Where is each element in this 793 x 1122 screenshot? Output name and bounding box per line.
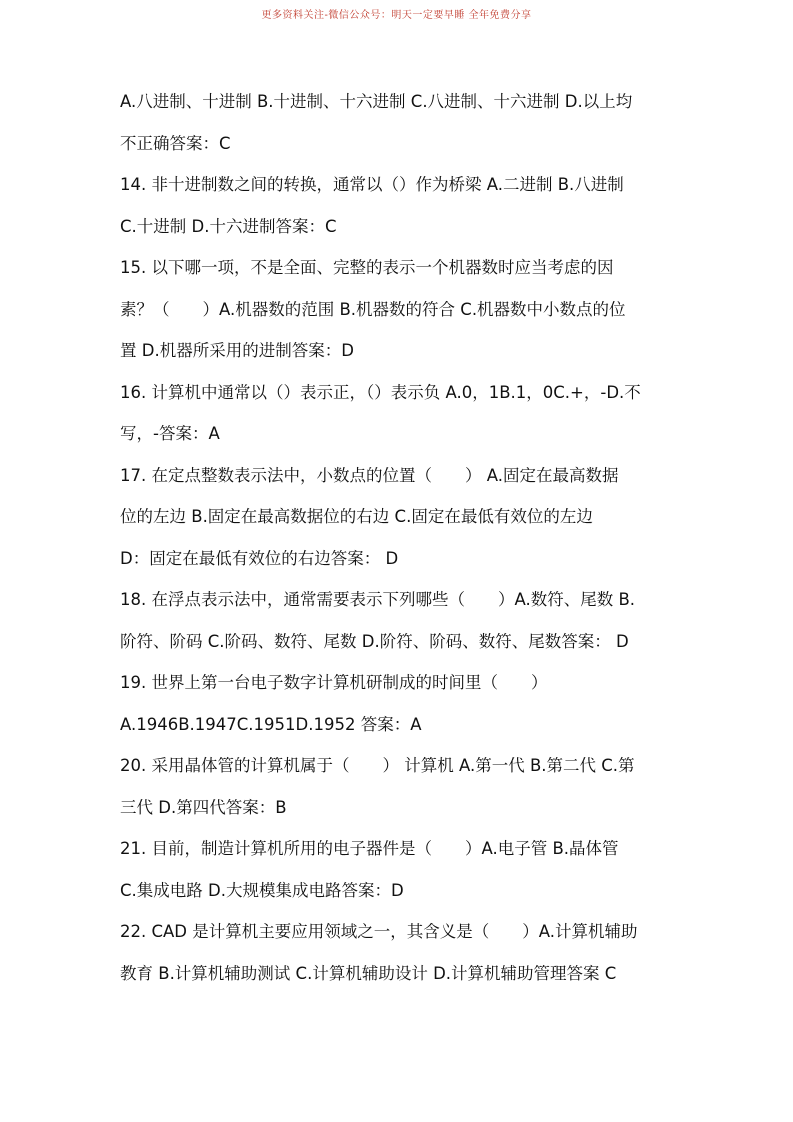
document-body — [120, 81, 676, 994]
text-line: 阶符、阶码 C.阶码、数符、尾数 D.阶符、阶码、数符、尾数答案： D — [120, 631, 629, 651]
text-line: 置 D.机器所采用的进制答案：D — [120, 341, 354, 360]
question-15-line: 15. 以下哪一项，不是全面、完整的表示一个机器数时应当考虑的因 — [120, 258, 614, 277]
question-17-line: 17. 在定点整数表示法中，小数点的位置（ ） A.固定在最高数据 — [120, 465, 619, 485]
question-19-line: 19. 世界上第一台电子数字计算机研制成的时间里（ ） — [120, 673, 548, 692]
text-line: 三代 D.第四代答案：B — [120, 797, 287, 817]
text-line: A.八进制、十进制 B.十进制、十六进制 C.八进制、十六进制 D.以上均 — [120, 92, 633, 111]
page-header-banner: 更多资料关注-微信公众号：明天一定要早睡 全年免费分享 — [261, 10, 532, 21]
question-20-line: 20. 采用晶体管的计算机属于（ ） 计算机 A.第一代 B.第二代 C.第 — [120, 756, 635, 775]
question-21-line: 21. 目前，制造计算机所用的电子器件是（ ）A.电子管 B.晶体管 — [120, 839, 619, 858]
text-line: 位的左边 B.固定在最高数据位的右边 C.固定在最低有效位的左边 — [120, 507, 593, 526]
text-line: 素？（ ）A.机器数的范围 B.机器数的符合 C.机器数中小数点的位 — [120, 299, 626, 319]
text-line: C.集成电路 D.大规模集成电路答案：D — [120, 880, 404, 900]
text-line: C.十进制 D.十六进制答案：C — [120, 216, 337, 236]
text-line: D：固定在最低有效位的右边答案： D — [120, 548, 399, 568]
text-line: 不正确答案：C — [120, 133, 231, 153]
text-line: A.1946B.1947C.1951D.1952 答案：A — [120, 714, 422, 734]
question-16-line: 16. 计算机中通常以（）表示正，（）表示负 A.0，1B.1，0C.+，-D.不 — [120, 382, 641, 402]
question-14-line: 14. 非十进制数之间的转换，通常以（）作为桥梁 A.二进制 B.八进制 — [120, 175, 624, 194]
question-18-line: 18. 在浮点表示法中，通常需要表示下列哪些（ ）A.数符、尾数 B. — [120, 590, 636, 609]
question-22-line: 22. CAD 是计算机主要应用领域之一，其含义是（ ）A.计算机辅助 — [120, 922, 638, 941]
text-line: 写，-答案：A — [120, 424, 220, 443]
text-line: 教育 B.计算机辅助测试 C.计算机辅助设计 D.计算机辅助管理答案 C — [120, 963, 617, 983]
